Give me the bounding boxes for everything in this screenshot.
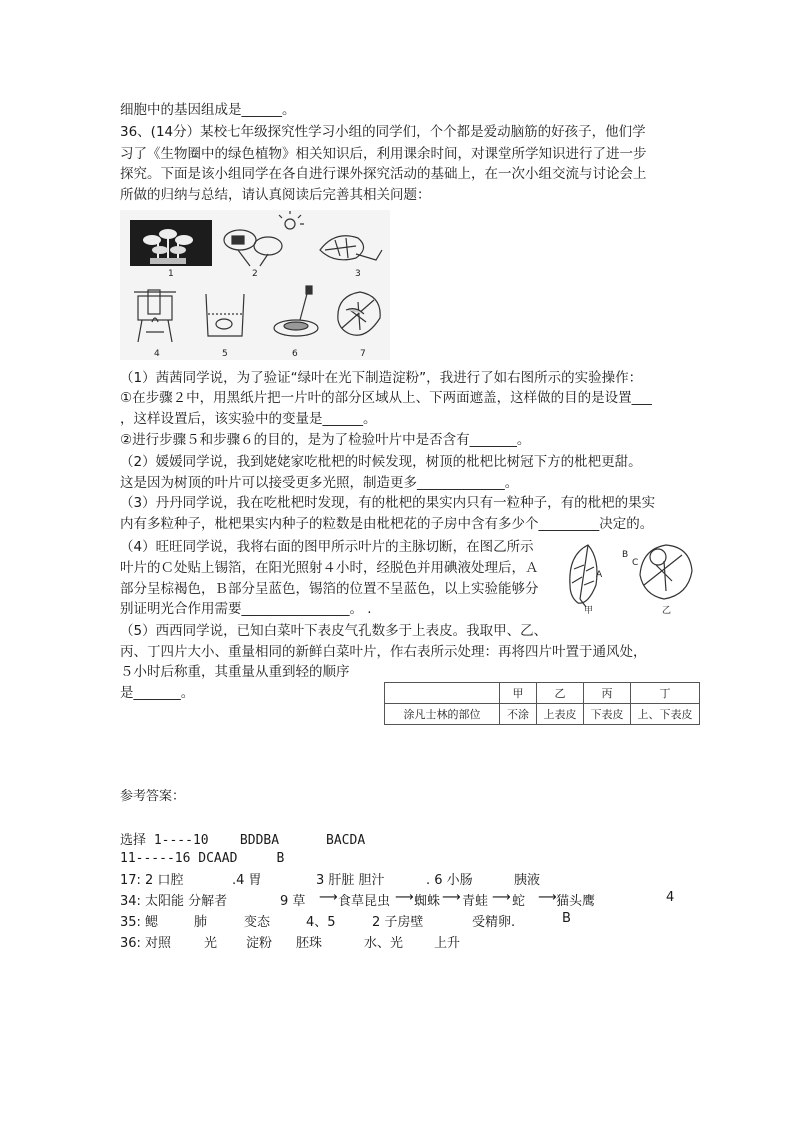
q36-part3-line: 内有多粒种子，枇杷果实内种子的粒数是由枇杷花的子房中含有多少个_________决定的。 xyxy=(120,516,654,532)
answer-item: 4 xyxy=(666,890,675,905)
q36-part4-line: 别证明光合作用需要________________。 . xyxy=(120,601,372,617)
q36-part1-line: ①在步骤２中，用黑纸片把一片叶的部分区域从上、下两面遮盖，这样做的目的是设置___ xyxy=(120,390,652,406)
answer-item: 胰液 xyxy=(514,873,541,888)
table-header-cell: 甲 xyxy=(500,683,537,704)
arrow-icon: ⟶ xyxy=(538,890,557,905)
answers-line-4 xyxy=(120,890,720,908)
leaf-figure xyxy=(560,535,700,615)
q35-tail: 细胞中的基因组成是______。 xyxy=(120,102,296,118)
fig-label-4: 4 xyxy=(154,349,160,359)
q36-intro-line: 36、(14分）某校七年级探究性学习小组的同学们，个个都是爱动脑筋的好孩子，他们学 xyxy=(120,124,646,140)
answer-item: .4 胃 xyxy=(232,873,262,888)
table-header-row xyxy=(385,683,700,704)
answer-item: 蛇 xyxy=(512,894,526,909)
answer-item: 肺 xyxy=(194,915,208,930)
q36-part3-line: （3）丹丹同学说，我在吃枇杷时发现，有的枇杷的果实内只有一粒种子，有的枇杷的果实 xyxy=(120,495,656,511)
answer-item: 9 草 xyxy=(280,894,306,909)
answers-line-2: 11-----16 DCAAD B xyxy=(120,851,285,866)
fig-label-7: 7 xyxy=(360,349,366,359)
q36-intro-line: 所做的归纳与总结，请认真阅读后完善其相关问题： xyxy=(120,187,431,203)
answer-item: 水、光 xyxy=(364,936,404,951)
answer-item: 上升 xyxy=(434,936,461,951)
step-1-dark-box xyxy=(130,220,212,266)
label-jia: 甲 xyxy=(584,606,594,615)
answer-item: 受精卵. xyxy=(472,915,516,930)
q36-part5-line: 是_______。 xyxy=(120,685,195,701)
vaseline-table xyxy=(384,682,700,725)
table-row-label: 涂凡士林的部位 xyxy=(385,704,500,725)
answer-item: 青蛙 xyxy=(462,894,489,909)
label-a: A xyxy=(596,570,603,580)
table-cell: 上、下表皮 xyxy=(631,704,700,725)
table-cell: 不涂 xyxy=(500,704,537,725)
q36-part5-line: ５小时后称重，其重量从重到轻的顺序 xyxy=(120,664,350,680)
answer-item: 3 肝脏 胆汁 xyxy=(316,873,385,888)
fig-label-6: 6 xyxy=(292,349,298,359)
q36-part2-line: 这是因为树顶的叶片可以接受更多光照，制造更多_____________。 xyxy=(120,475,519,491)
q36-intro-line: 习了《生物圈中的绿色植物》相关知识后，利用课余时间，对课堂所学知识进行了进一步 xyxy=(120,146,647,162)
experiment-figure xyxy=(120,210,390,360)
q36-part1-line: ，这样设置后，该实验中的变量是______。 xyxy=(120,411,377,427)
answer-item: 36: 对照 xyxy=(120,936,172,951)
label-c: C xyxy=(632,558,639,568)
answer-item: 猫头鹰 xyxy=(556,894,596,909)
table-cell: 下表皮 xyxy=(584,704,631,725)
answer-item: 35: 鳃 xyxy=(120,915,159,930)
arrow-icon: ⟶ xyxy=(442,890,461,905)
table-cell: 上表皮 xyxy=(537,704,584,725)
answer-item: 食草昆虫 xyxy=(338,894,391,909)
q36-part5-line: （5）西西同学说，已知白菜叶下表皮气孔数多于上表皮。我取甲、乙、 xyxy=(120,623,548,639)
q36-intro-line: 探究。下面是该小组同学在各自进行课外探究活动的基础上，在一次小组交流与讨论会上 xyxy=(120,166,647,182)
leaf-jia xyxy=(570,545,597,607)
answer-item: 34: 太阳能 分解者 xyxy=(120,894,228,909)
fig-label-2: 2 xyxy=(252,269,258,279)
arrow-icon: ⟶ xyxy=(395,890,414,905)
fig-label-5: 5 xyxy=(222,349,228,359)
q36-part1-line: （1）茜茜同学说，为了验证“绿叶在光下制造淀粉”，我进行了如右图所示的实验操作： xyxy=(120,370,643,386)
q36-part1-line: ②进行步骤５和步骤６的目的，是为了检验叶片中是否含有_______。 xyxy=(120,432,531,448)
answers-line-3 xyxy=(120,869,720,887)
q36-part5-line: 丙、丁四片大小、重量相同的新鲜白菜叶片，作右表所示处理：再将四片叶置于通风处， xyxy=(120,644,647,660)
table-header-cell: 丁 xyxy=(631,683,700,704)
table-header-cell xyxy=(385,683,500,704)
fig-label-3: 3 xyxy=(355,269,361,279)
answer-item: . 6 小肠 xyxy=(426,873,473,888)
table-row xyxy=(385,704,700,725)
label-b: B xyxy=(622,550,629,560)
label-yi: 乙 xyxy=(662,606,672,615)
answers-line-5 xyxy=(120,911,720,929)
answer-item: 17: 2 口腔 xyxy=(120,873,184,888)
answer-item: 淀粉 xyxy=(246,936,273,951)
answer-item: 光 xyxy=(204,936,218,951)
q36-part4-line: 部分呈棕褐色，Ｂ部分呈蓝色，锡箔的位置不呈蓝色，以上实验能够分 xyxy=(120,581,539,597)
fig-label-1: 1 xyxy=(168,269,174,279)
answer-item: B xyxy=(562,911,571,926)
q36-part2-line: （2）媛媛同学说，我到姥姥家吃枇杷的时候发现，树顶的枇杷比树冠下方的枇杷更甜。 xyxy=(120,454,642,470)
answer-item: 4、5 xyxy=(306,915,336,930)
table-header-cell: 乙 xyxy=(537,683,584,704)
answers-line-6 xyxy=(120,932,720,950)
answer-item: 蜘蛛 xyxy=(414,894,441,909)
leaf-yi xyxy=(640,545,692,599)
answer-item: 变态 xyxy=(244,915,271,930)
answer-item: 胚珠 xyxy=(296,936,323,951)
arrow-icon: ⟶ xyxy=(319,890,338,905)
q36-part4-line: 叶片的Ｃ处贴上锡箔，在阳光照射４小时，经脱色并用碘液处理后，Ａ xyxy=(120,560,539,576)
q36-part4-line: （4）旺旺同学说，我将右面的图甲所示叶片的主脉切断，在图乙所示 xyxy=(120,539,534,555)
table-header-cell: 丙 xyxy=(584,683,631,704)
answers-line-1: 选择 1----10 BDDBA BACDA xyxy=(120,833,366,848)
answers-title: 参考答案： xyxy=(120,789,186,804)
arrow-icon: ⟶ xyxy=(492,890,511,905)
answer-item: 2 子房壁 xyxy=(372,915,424,930)
